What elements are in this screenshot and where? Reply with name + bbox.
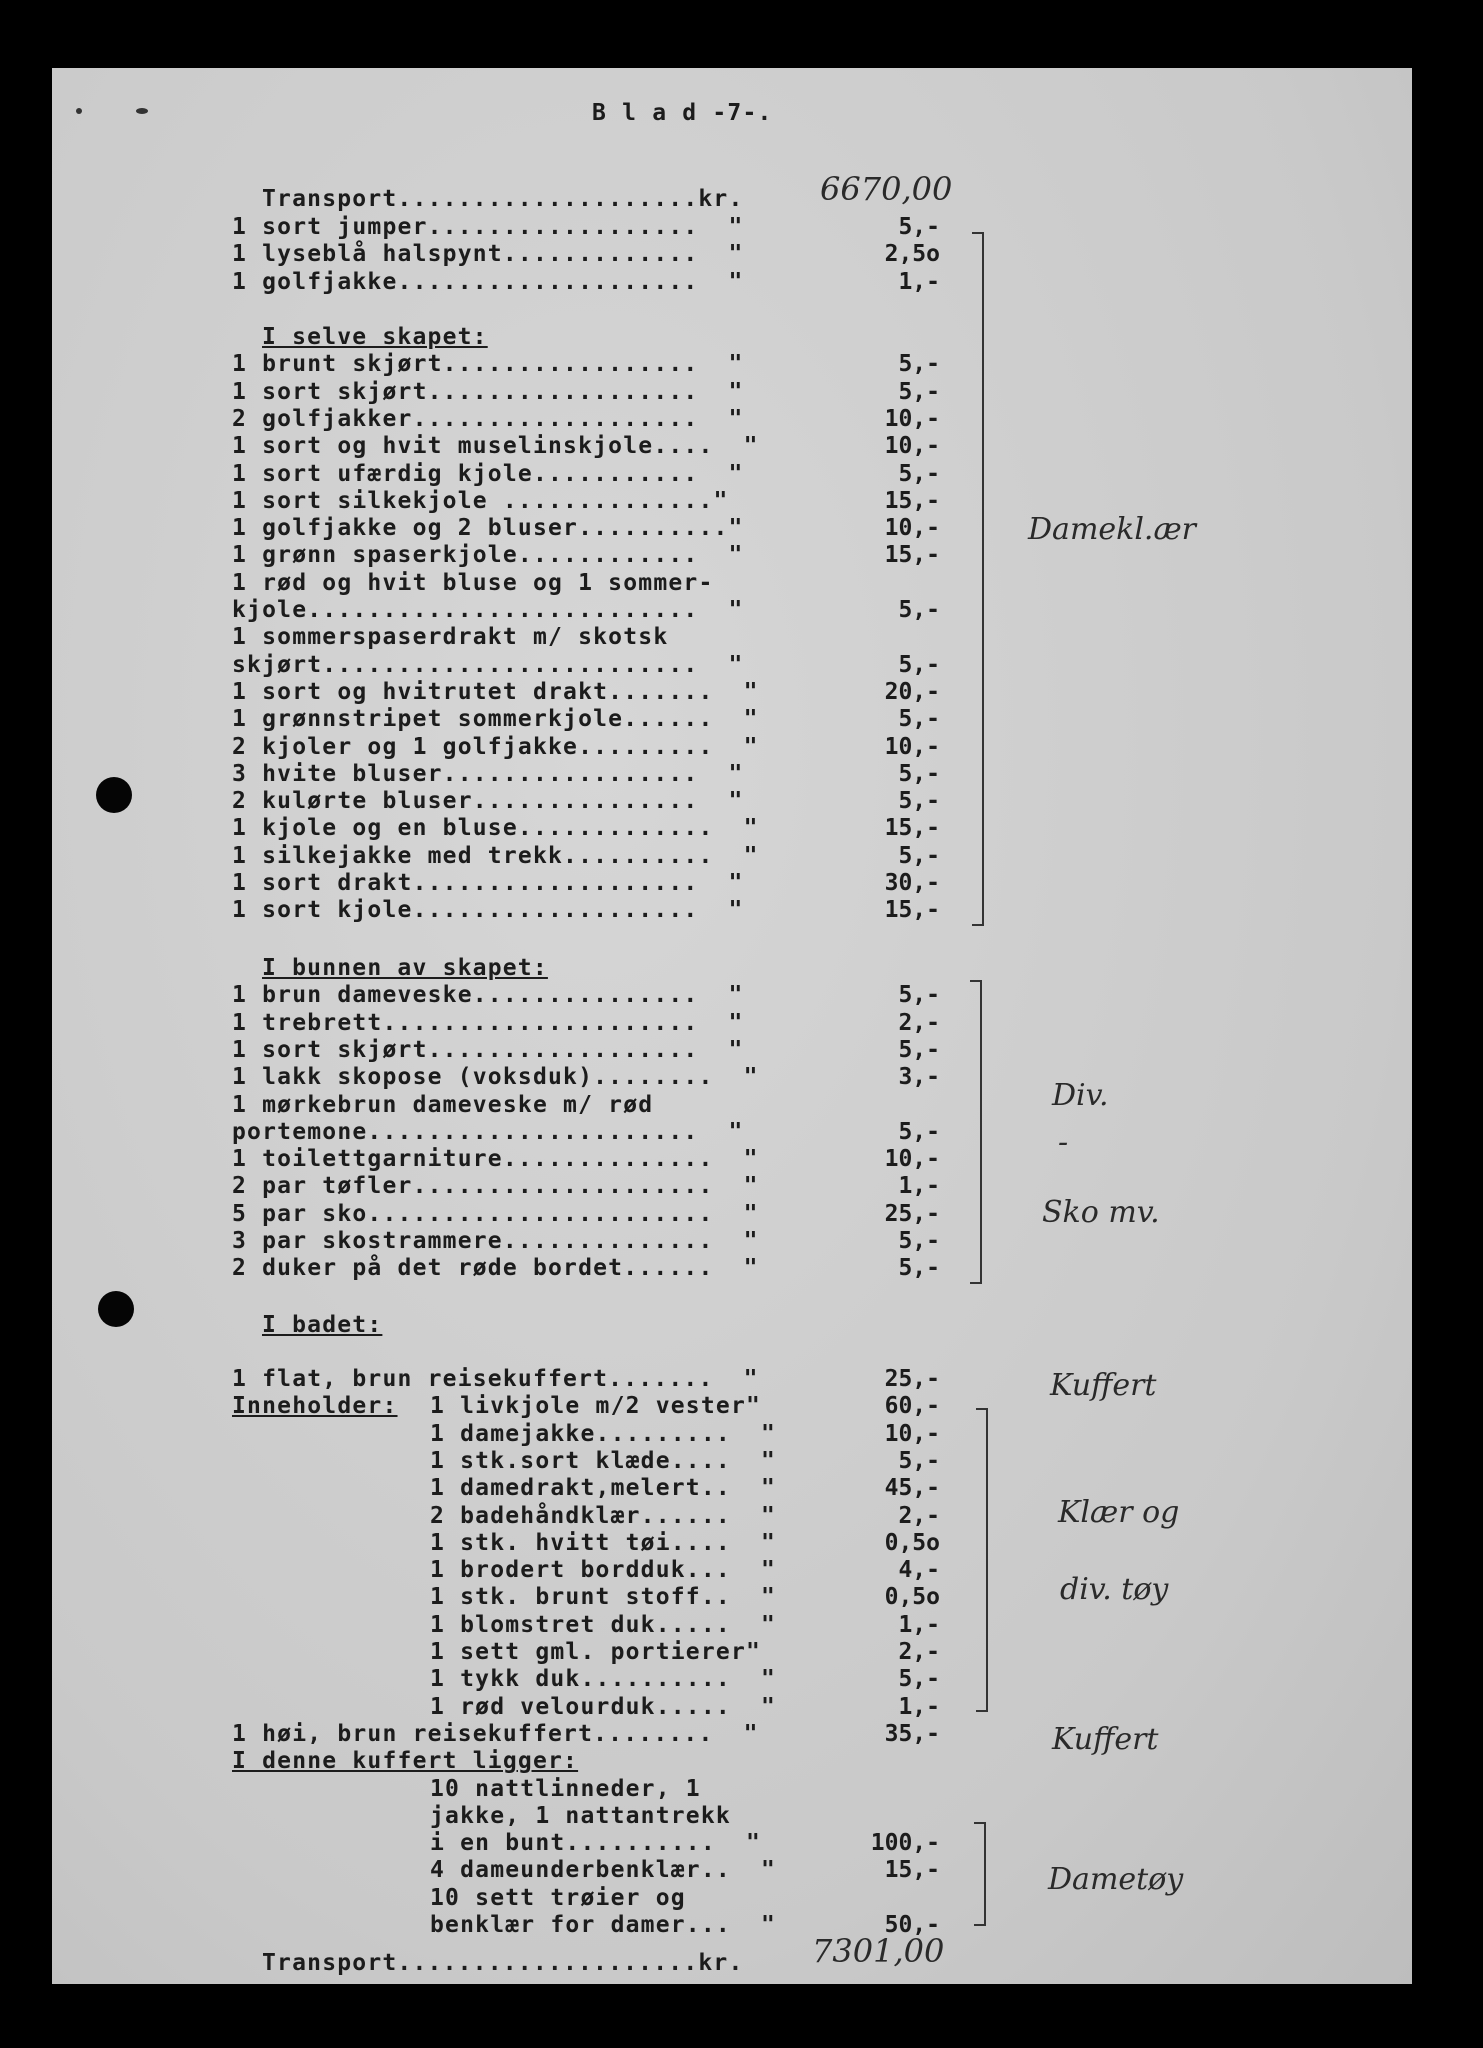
item-subline: 4 dameunderbenklær.. "	[430, 1857, 777, 1884]
item-amount: 35,-	[884, 1720, 940, 1747]
item-line: 1 kjole og en bluse............. "	[232, 815, 759, 842]
item-amount: 10,-	[884, 405, 940, 432]
item-amount: 45,-	[884, 1475, 940, 1502]
item-amount: 5,-	[898, 1666, 940, 1693]
item-amount: 10,-	[884, 515, 940, 542]
binder-hole	[98, 1291, 134, 1327]
item-amount: 5,-	[898, 706, 940, 733]
item-subline: 1 damedrakt,melert.. "	[430, 1475, 777, 1502]
item-amount: 5,-	[898, 1447, 940, 1474]
item-line: 1 sort jumper.................. "	[232, 214, 744, 240]
item-amount: 15,-	[884, 542, 940, 569]
item-amount: 100,-	[870, 1830, 940, 1857]
item-amount: 2,5o	[884, 241, 940, 268]
note-dametoy: Dametøy	[1048, 1862, 1184, 1897]
bracket	[972, 232, 984, 926]
item-amount: 50,-	[884, 1912, 940, 1938]
item-line: 2 kjoler og 1 golfjakke......... "	[232, 733, 759, 760]
item-line: 1 sort skjørt.................. "	[232, 1036, 744, 1063]
item-line: 3 hvite bluser................. "	[232, 760, 744, 787]
item-line: 1 grønn spaserkjole............ "	[232, 542, 744, 569]
item-line: 2 golfjakker................... "	[232, 405, 744, 432]
item-amount: 10,-	[884, 1420, 940, 1447]
item-amount: 5,-	[898, 1036, 940, 1063]
item-line: 1 toilettgarniture.............. "	[232, 1146, 759, 1173]
item-line: 1 brunt skjørt................. "	[232, 351, 744, 378]
item-amount: 5,-	[898, 651, 940, 678]
item-amount: 10,-	[884, 433, 940, 460]
item-line: 2 par tøfler.................... "	[232, 1173, 759, 1200]
item-amount: 15,-	[884, 487, 940, 514]
item-line: 1 brun dameveske............... "	[232, 982, 744, 1009]
item-amount: 0,5o	[884, 1529, 940, 1556]
item-amount: 1,-	[898, 1173, 940, 1200]
section-heading: I selve skapet:	[262, 324, 488, 350]
item-amount: 25,-	[884, 1366, 940, 1392]
item-amount: 5,-	[898, 460, 940, 487]
item-amount: 2,-	[898, 1502, 940, 1529]
item-amount: 0,5o	[884, 1584, 940, 1611]
note-damekl: Damekl.ær	[1028, 512, 1196, 547]
item-amount: 1,-	[898, 1611, 940, 1638]
item-subline: 10 sett trøier og	[430, 1884, 686, 1911]
item-subline: 1 blomstret duk..... "	[430, 1611, 777, 1638]
bracket	[974, 1822, 986, 1926]
item-line: 1 høi, brun reisekuffert........ "	[232, 1720, 759, 1747]
item-amount: 20,-	[884, 678, 940, 705]
item-subline: benklær for damer... "	[430, 1912, 777, 1938]
note-sko: Sko mv.	[1042, 1195, 1160, 1230]
item-line: 1 trebrett..................... "	[232, 1009, 744, 1036]
item-amount: 5,-	[898, 351, 940, 378]
item-line: 3 par skostrammere.............. "	[232, 1228, 759, 1254]
bracket	[976, 1408, 988, 1712]
item-subline: 1 stk.sort klæde.... "	[430, 1447, 777, 1474]
item-subline: jakke, 1 nattantrekk	[430, 1802, 731, 1829]
punch-mark	[136, 108, 148, 114]
item-amount: 5,-	[898, 760, 940, 787]
item-line: 1 sort drakt................... "	[232, 870, 744, 896]
item-amount: 10,-	[884, 733, 940, 760]
item-line: I denne kuffert ligger:	[232, 1748, 579, 1775]
item-amount: 5,-	[898, 597, 940, 623]
item-amount: 15,-	[884, 815, 940, 842]
item-amount: 60,-	[884, 1393, 940, 1420]
item-line: 1 sort skjørt.................. "	[232, 378, 744, 405]
item-amount: 5,-	[898, 982, 940, 1009]
item-subline: 1 tykk duk.......... "	[430, 1666, 777, 1693]
item-line: 1 sort ufærdig kjole........... "	[232, 460, 744, 487]
item-subline: 1 sett gml. portierer"	[430, 1639, 762, 1665]
item-line: 1 sommerspaserdrakt m/ skotsk	[232, 624, 669, 651]
item-amount: 5,-	[898, 842, 940, 869]
item-amount: 1,-	[898, 268, 940, 295]
transport-top-label: Transport....................kr.	[262, 186, 744, 212]
note-klaer: Klær og	[1058, 1495, 1180, 1530]
item-line: 2 kulørte bluser............... "	[232, 788, 744, 815]
item-line: portemone...................... "	[232, 1118, 744, 1145]
item-amount: 15,-	[884, 1857, 940, 1884]
item-line: 1 silkejakke med trekk.......... "	[232, 842, 759, 869]
item-amount: 5,-	[898, 214, 940, 240]
item-subline: i en bunt.......... "	[430, 1830, 762, 1857]
item-amount: 1,-	[898, 1693, 940, 1720]
item-line: 1 sort og hvitrutet drakt....... "	[232, 678, 759, 705]
item-amount: 25,-	[884, 1200, 940, 1227]
transport-bottom-label: Transport....................kr.	[262, 1950, 744, 1976]
item-subline: 10 nattlinneder, 1	[430, 1775, 701, 1802]
item-subline: 1 damejakke......... "	[430, 1420, 777, 1447]
item-amount: 4,-	[898, 1557, 940, 1584]
item-amount: 30,-	[884, 870, 940, 896]
item-line: 1 lakk skopose (voksduk)........ "	[232, 1064, 759, 1091]
note-kuffert-1: Kuffert	[1050, 1368, 1157, 1403]
item-line: 1 flat, brun reisekuffert....... "	[232, 1366, 759, 1392]
item-subline: 1 stk. hvitt tøi.... "	[430, 1529, 777, 1556]
note-div: Div.	[1052, 1078, 1109, 1113]
note-dash: -	[1058, 1125, 1069, 1160]
item-line: 1 golfjakke og 2 bluser.........."	[232, 515, 744, 542]
item-amount: 2,-	[898, 1639, 940, 1665]
item-amount: 5,-	[898, 378, 940, 405]
item-line: 1 sort silkekjole .............."	[232, 487, 729, 514]
item-amount: 10,-	[884, 1146, 940, 1173]
section-heading: I badet:	[262, 1312, 383, 1338]
item-line: 2 duker på det røde bordet...... "	[232, 1255, 759, 1282]
transport-top-value: 6670,00	[820, 170, 953, 208]
item-line: Inneholder:	[232, 1393, 398, 1420]
item-subline: 2 badehåndklær...... "	[430, 1502, 777, 1529]
item-line: 5 par sko....................... "	[232, 1200, 759, 1227]
item-line: 1 lyseblå halspynt............. "	[232, 241, 744, 268]
item-amount: 5,-	[898, 788, 940, 815]
item-line: 1 sort og hvit muselinskjole.... "	[232, 433, 759, 460]
item-line: skjørt......................... "	[232, 651, 744, 678]
item-line: 1 rød og hvit bluse og 1 sommer-	[232, 569, 714, 596]
item-amount: 15,-	[884, 897, 940, 924]
item-amount: 2,-	[898, 1009, 940, 1036]
item-subline: 1 stk. brunt stoff.. "	[430, 1584, 777, 1611]
item-amount: 3,-	[898, 1064, 940, 1091]
item-line: 1 mørkebrun dameveske m/ rød	[232, 1091, 654, 1118]
item-amount: 5,-	[898, 1228, 940, 1254]
section-heading: I bunnen av skapet:	[262, 955, 548, 981]
punch-mark	[76, 108, 82, 114]
item-subline: 1 rød velourduk..... "	[430, 1693, 777, 1720]
bracket	[970, 980, 982, 1284]
item-line: 1 golfjakke.................... "	[232, 268, 744, 295]
binder-hole	[96, 777, 132, 813]
note-kuffert-2: Kuffert	[1052, 1722, 1159, 1757]
item-line: kjole.......................... "	[232, 597, 744, 623]
item-subline: 1 brodert bordduk... "	[430, 1557, 777, 1584]
item-line: 1 sort kjole................... "	[232, 897, 744, 924]
item-subline: 1 livkjole m/2 vester"	[430, 1393, 762, 1420]
item-amount: 5,-	[898, 1255, 940, 1282]
item-line: 1 grønnstripet sommerkjole...... "	[232, 706, 759, 733]
note-div-toy: div. tøy	[1060, 1572, 1169, 1607]
page-header: B l a d -7-.	[592, 100, 773, 126]
item-amount: 5,-	[898, 1118, 940, 1145]
transport-bottom-value: 7301,00	[812, 1932, 945, 1970]
